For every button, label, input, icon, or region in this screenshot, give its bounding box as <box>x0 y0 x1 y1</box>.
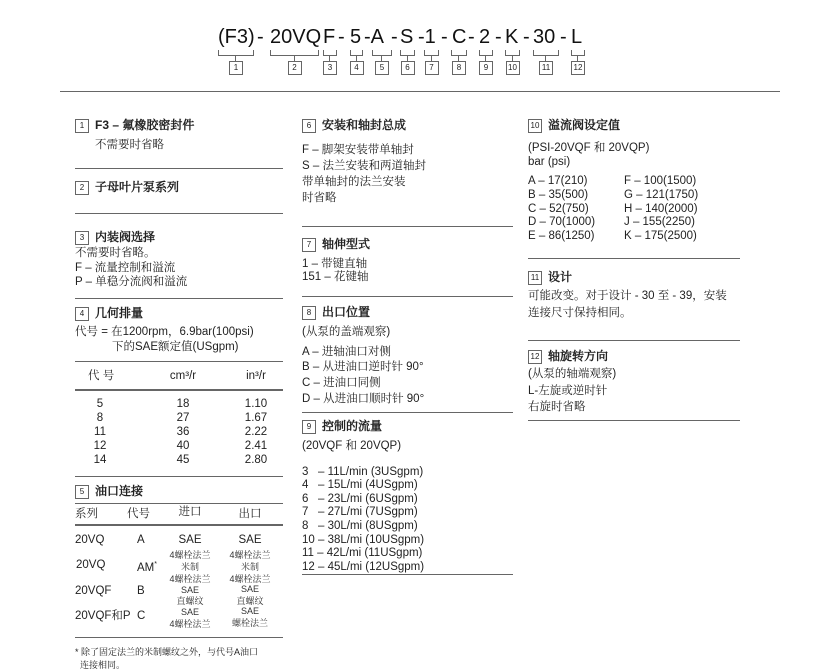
section-9-title <box>302 419 382 434</box>
text-line: B – 从进油口逆时针 90° <box>302 361 424 373</box>
code-part: - <box>338 26 345 48</box>
port-inlet: 4螺栓法兰 <box>169 550 211 560</box>
title: 子母叶片泵系列 <box>95 180 180 194</box>
divider <box>75 361 283 362</box>
text-line: P – 单稳分流阀和溢流 <box>75 276 188 288</box>
displacement-in3: 1.10 <box>244 398 268 410</box>
relief-option: H – 140(2000) <box>624 202 698 215</box>
relief-option: F – 100(1500) <box>624 175 697 187</box>
section-number: 5 <box>75 485 89 499</box>
port-outlet: 直螺纹 <box>236 596 264 606</box>
text-line: (从泵的盖端观察) <box>302 326 391 338</box>
footnote: 连接相同。 <box>80 660 126 670</box>
code-part: S <box>400 26 414 48</box>
code-bracket <box>372 50 392 56</box>
flow-option: 12 – 45L/mi (12USgpm) <box>302 560 425 573</box>
text-line: 1 – 带键直轴 <box>302 258 368 270</box>
column-header: 代 号 <box>88 370 115 382</box>
text-line: (PSI-20VQF 和 20VQP) <box>528 142 650 154</box>
section-number: 1 <box>75 119 89 133</box>
text-line: 右旋时省略 <box>528 401 586 413</box>
section-number: 10 <box>528 119 542 133</box>
port-outlet: 4螺栓法兰 <box>229 574 271 584</box>
column-header: 代号 <box>127 508 150 520</box>
flow-option: 10 – 38L/mi (10USgpm) <box>302 533 425 546</box>
port-outlet: 米制 <box>240 562 260 572</box>
text-line: A – 进轴油口对侧 <box>302 346 391 358</box>
section-number: 11 <box>528 271 542 285</box>
code-part: - <box>523 26 530 48</box>
code-part: C <box>452 26 467 48</box>
code-position-box: 12 <box>571 61 585 75</box>
port-code: A <box>137 534 145 546</box>
relief-option: G – 121(1750) <box>624 188 699 201</box>
code-part: - <box>495 26 502 48</box>
divider <box>75 168 283 169</box>
divider <box>302 296 513 297</box>
title: 轴旋转方向 <box>548 349 609 363</box>
code-part: 2 <box>479 26 491 48</box>
section-3-title <box>75 230 155 245</box>
text-line: C – 进油口同侧 <box>302 377 381 389</box>
section-2-title <box>75 180 179 195</box>
code: AM <box>137 561 155 574</box>
port-outlet: 4螺栓法兰 <box>229 550 271 560</box>
code-position-box: 10 <box>506 61 520 75</box>
port-outlet: SAE <box>240 584 260 594</box>
divider <box>60 91 780 92</box>
footnote-mark: * <box>154 561 157 568</box>
code-part: -A <box>364 26 384 48</box>
section-number: 6 <box>302 119 316 133</box>
section-5-title <box>75 484 143 499</box>
title: 设计 <box>548 270 573 284</box>
text-line: 代号 = 在1200rpm，6.9bar(100psi) <box>75 326 254 338</box>
displacement-code: 11 <box>94 426 106 438</box>
port-outlet: SAE <box>240 606 260 616</box>
text-line: L-左旋或逆时针 <box>528 385 608 397</box>
title: 出口位置 <box>322 305 371 319</box>
column-header: in³/r <box>246 370 266 382</box>
section-1-title <box>75 118 194 133</box>
column-header: 出口 <box>238 508 262 520</box>
section-number: 3 <box>75 231 89 245</box>
text-line: (从泵的轴端观察) <box>528 368 617 380</box>
code-part: - <box>391 26 398 48</box>
displacement-in3: 1.67 <box>244 412 268 424</box>
port-inlet: 直螺纹 <box>176 596 204 606</box>
code-position-box: 7 <box>425 61 439 75</box>
displacement-in3: 2.80 <box>244 454 268 466</box>
section-number: 8 <box>302 306 316 320</box>
title: 几何排量 <box>95 306 144 320</box>
divider <box>75 389 283 391</box>
displacement-code: 5 <box>96 398 104 410</box>
code-bracket <box>323 50 337 56</box>
flow-option: 4 – 15L/mi (4USgpm) <box>302 479 418 492</box>
title: 溢流阀设定值 <box>548 118 621 132</box>
text-line: 下的SAE额定值(USgpm) <box>112 341 239 353</box>
section-11-title <box>528 270 572 285</box>
code-position-box: 11 <box>539 61 553 75</box>
code-position-box: 2 <box>288 61 302 75</box>
title: 轴伸型式 <box>322 237 371 251</box>
displacement-code: 14 <box>93 454 107 466</box>
section-number: 12 <box>528 350 542 364</box>
code-part: - <box>257 26 264 48</box>
text-line: D – 从进油口顺时针 90° <box>302 393 425 405</box>
footnote: * 除了固定法兰的米制螺纹之外，与代号A油口 <box>75 647 259 657</box>
column-header: cm³/r <box>169 370 197 382</box>
displacement-code: 8 <box>96 412 104 424</box>
section-number: 7 <box>302 238 316 252</box>
displacement-cm3: 45 <box>176 454 190 466</box>
divider <box>75 503 283 504</box>
divider <box>75 476 283 477</box>
relief-option: B – 35(500) <box>528 188 589 201</box>
divider <box>302 226 513 227</box>
flow-option: 7 – 27L/mi (7USgpm) <box>302 506 418 519</box>
displacement-cm3: 27 <box>176 412 190 424</box>
port-inlet: SAE <box>178 534 202 546</box>
title: 油口连接 <box>95 484 144 498</box>
code-position-box: 4 <box>350 61 364 75</box>
code-part: F <box>323 26 336 48</box>
code-part: K <box>505 26 519 48</box>
section-7-title <box>302 237 370 252</box>
divider <box>528 258 740 259</box>
code-bracket <box>400 50 415 56</box>
code-part: (F3) <box>218 26 255 48</box>
title: F3 – 氟橡胶密封件 <box>95 118 195 132</box>
port-code: C <box>137 610 146 622</box>
code-part: -1 <box>418 26 436 48</box>
text-line: 不需要时省略 <box>95 139 164 151</box>
code-position-box: 6 <box>401 61 415 75</box>
divider <box>75 213 283 214</box>
relief-option: E – 86(1250) <box>528 230 595 243</box>
flow-option: 3 – 11L/min (3USgpm) <box>302 465 424 478</box>
displacement-in3: 2.41 <box>244 440 268 452</box>
text-line: bar (psi) <box>528 156 571 168</box>
text-line: 带单轴封的法兰安装 <box>302 176 406 188</box>
divider <box>75 298 283 299</box>
section-8-title <box>302 305 370 320</box>
port-series: 20VQ <box>75 534 105 546</box>
displacement-in3: 2.22 <box>244 426 268 438</box>
section-number: 2 <box>75 181 89 195</box>
divider <box>75 637 283 638</box>
port-inlet: SAE <box>180 585 200 595</box>
port-series: 20VQ <box>76 559 106 571</box>
text-line: 151 – 花键轴 <box>302 271 369 283</box>
displacement-cm3: 18 <box>176 398 190 410</box>
code-bracket <box>350 50 363 56</box>
title: 安装和轴封总成 <box>322 118 407 132</box>
section-6-title <box>302 118 406 133</box>
code-part: L <box>571 26 583 48</box>
code-part: 20VQ <box>270 26 322 48</box>
port-code: B <box>137 585 145 597</box>
relief-option: A – 17(210) <box>528 175 588 187</box>
relief-option: K – 175(2500) <box>624 230 697 243</box>
code-part: - <box>468 26 475 48</box>
column-header: 系列 <box>75 508 98 520</box>
displacement-cm3: 36 <box>176 426 190 438</box>
flow-option: 8 – 30L/mi (8USgpm) <box>302 520 418 532</box>
title: 内装阀选择 <box>95 230 156 244</box>
port-inlet: SAE <box>180 607 200 617</box>
column-header: 进口 <box>178 506 202 518</box>
divider <box>302 574 513 575</box>
flow-option: 6 – 23L/mi (6USgpm) <box>302 492 418 505</box>
port-series: 20VQF和P <box>75 610 131 622</box>
text-line: F – 流量控制和溢流 <box>75 262 176 274</box>
relief-option: D – 70(1000) <box>528 216 596 229</box>
relief-option: J – 155(2250) <box>624 216 695 229</box>
port-series: 20VQF <box>75 585 112 597</box>
section-number: 9 <box>302 420 316 434</box>
code-bracket <box>424 50 439 56</box>
code-position-box: 8 <box>452 61 466 75</box>
text-line: 可能改变。对于设计 - 30 至 - 39，安装 <box>528 290 727 302</box>
divider <box>528 420 740 421</box>
code-position-box: 1 <box>229 61 243 75</box>
code-part: 30 <box>533 26 556 48</box>
section-number: 4 <box>75 307 89 321</box>
port-outlet: 螺栓法兰 <box>231 618 269 628</box>
text-line: F – 脚架安装带单轴封 <box>302 144 414 156</box>
code-part: - <box>441 26 448 48</box>
code-bracket <box>451 50 467 56</box>
text-line: S – 法兰安装和两道轴封 <box>302 160 426 172</box>
text-line: 不需要时省略。 <box>75 247 156 259</box>
text-line: 时省略 <box>302 192 337 204</box>
port-inlet: 4螺栓法兰 <box>169 574 211 584</box>
flow-option: 11 – 42L/mi (11USgpm) <box>302 547 423 560</box>
code-bracket <box>533 50 559 56</box>
title: 控制的流量 <box>322 419 383 433</box>
code-position-box: 9 <box>479 61 493 75</box>
port-inlet: 4螺栓法兰 <box>169 619 211 629</box>
text-line: 连接尺寸保持相同。 <box>528 307 632 319</box>
displacement-cm3: 40 <box>176 440 190 452</box>
code-part: - <box>560 26 567 48</box>
section-4-title <box>75 306 143 321</box>
section-10-title <box>528 118 620 133</box>
code-position-box: 5 <box>375 61 389 75</box>
code-part: 5 <box>350 26 362 48</box>
divider <box>528 340 740 341</box>
flow-option: (20VQF 和 20VQP) <box>302 440 402 452</box>
section-12-title <box>528 349 608 364</box>
port-outlet: SAE <box>238 534 262 546</box>
code-bracket <box>270 50 319 56</box>
code-position-box: 3 <box>323 61 337 75</box>
port-inlet: 米制 <box>180 562 200 572</box>
code-bracket <box>218 50 254 56</box>
code-bracket <box>571 50 585 56</box>
divider <box>302 412 513 413</box>
displacement-code: 12 <box>93 440 107 452</box>
code-bracket <box>505 50 520 56</box>
code-bracket <box>479 50 493 56</box>
port-code <box>137 558 157 575</box>
divider <box>75 524 283 526</box>
relief-option: C – 52(750) <box>528 202 589 215</box>
